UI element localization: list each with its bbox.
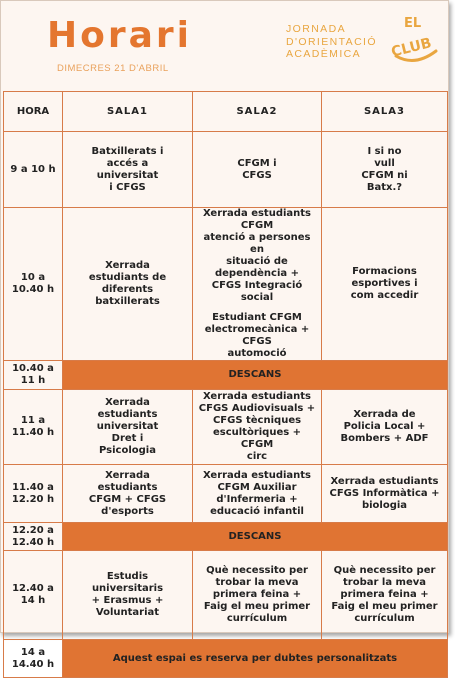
session-cell [193, 208, 322, 361]
table-row [4, 132, 448, 208]
table-row [4, 390, 448, 465]
session-cell: Què necessito per trobar la meva primera feina + Faig el meu primer currículum [322, 551, 448, 640]
schedule-table [3, 91, 448, 678]
session-cell: Xerrada estudiants CFGM Auxiliar d'Infermeria + educació infantil [193, 465, 322, 523]
table-row [4, 361, 448, 390]
el-club-logo [390, 11, 442, 69]
session-cell: Xerrada estudiants de diferents batxillerats [63, 208, 193, 361]
column-header-sala2: SALA2 [193, 92, 322, 132]
time-cell: 12.20 a 12.40 h [4, 523, 63, 551]
page-title: Horari [47, 15, 193, 56]
time-cell: 11 a 11.40 h [4, 390, 63, 465]
time-cell: 10.40 a 11 h [4, 361, 63, 390]
session-cell: Xerrada estudiants CFGS Audiovisuals + CFGS tècniques escultòriques + CFGM circ [193, 390, 322, 465]
break-band: DESCANS [63, 361, 448, 390]
column-header-sala1: SALA1 [63, 92, 193, 132]
session-cell: Xerrada estudiants CFGM + CFGS d'esports [63, 465, 193, 523]
logo-top-text: EL [404, 16, 422, 31]
table-row [4, 523, 448, 551]
time-cell: 9 a 10 h [4, 132, 63, 208]
column-header-sala3: SALA3 [322, 92, 448, 132]
session-cell: I si no vull CFGM ni Batx.? [322, 132, 448, 208]
session-cell: Xerrada estudiants CFGS Informàtica + biologia [322, 465, 448, 523]
table-row [4, 551, 448, 640]
session-cell: Batxillerats i accés a universitat i CFGS [63, 132, 193, 208]
session-cell: CFGM i CFGS [193, 132, 322, 208]
time-cell: 12.40 a 14 h [4, 551, 63, 640]
session-cell: Estudis universitaris + Erasmus + Voluntariat [63, 551, 193, 640]
table-row [4, 465, 448, 523]
session-part: Estudiant CFGM electromecànica + CFGS automoció [204, 312, 310, 359]
event-name [286, 23, 396, 61]
event-name-line: ACADÈMICA [286, 48, 362, 60]
help-band: Aquest espai es reserva per dubtes personalitzats [63, 640, 448, 678]
session-cell: Xerrada de Policia Local + Bombers + ADF [322, 390, 448, 465]
break-band: DESCANS [63, 523, 448, 551]
event-name-line: JORNADA [286, 23, 346, 35]
logo-bottom-text: CLUB [390, 35, 434, 61]
table-header-row [4, 92, 448, 132]
table-row [4, 640, 448, 678]
event-date: DIMECRES 21 D'ABRIL [57, 63, 169, 74]
time-cell: 14 a 14.40 h [4, 640, 63, 678]
time-cell: 11.40 a 12.20 h [4, 465, 63, 523]
session-cell: Formacions esportives i com accedir [322, 208, 448, 361]
session-part: Xerrada estudiants CFGM atenció a persones en situació de dependència + CFGS Integració social [202, 208, 312, 303]
session-cell: Què necessito per trobar la meva primera feina + Faig el meu primer currículum [193, 551, 322, 640]
table-row [4, 208, 448, 361]
time-cell: 10 a 10.40 h [4, 208, 63, 361]
event-name-line: D'ORIENTACIÓ [286, 35, 377, 48]
column-header-hora: HORA [4, 92, 63, 132]
session-cell: Xerrada estudiants universitat Dret i Psicologia [63, 390, 193, 465]
